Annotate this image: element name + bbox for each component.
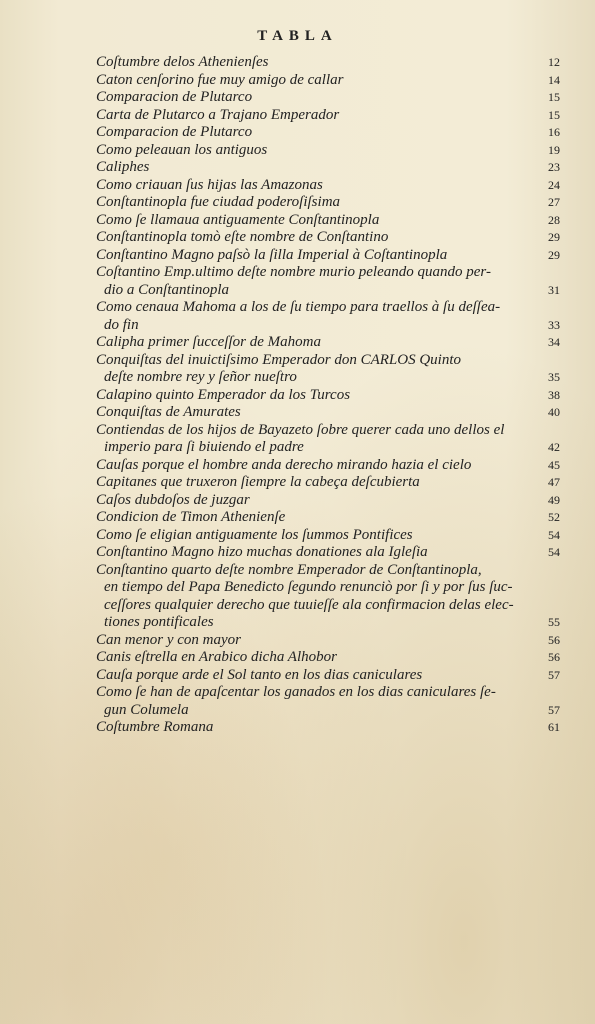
index-entry-line (96, 369, 560, 387)
index-entry-line (96, 492, 560, 510)
entry-text: Capitanes que truxeron ſiempre la cabeça deſcubierta (96, 474, 420, 490)
entry-text: Como peleauan los antiguos (96, 141, 268, 158)
entry-text: Cauſas porque el hombre anda derecho mirando hazia el cielo (96, 456, 472, 473)
index-entry-line (96, 597, 560, 615)
index-entry (96, 527, 560, 545)
index-entry-line (96, 124, 560, 142)
entry-page-number: 33 (548, 317, 560, 332)
index-entry (96, 299, 560, 334)
index-entry (96, 492, 560, 510)
entry-page-number: 38 (548, 387, 560, 402)
entry-text: Can menor y con mayor (96, 631, 241, 648)
index-entry-line (96, 667, 560, 685)
index-entry-line (96, 562, 560, 580)
index-list (96, 54, 560, 737)
index-entry (96, 264, 560, 299)
entry-page-number: 16 (548, 125, 560, 139)
index-entry (96, 194, 560, 212)
index-entry-line (96, 457, 560, 475)
index-entry (96, 684, 560, 719)
entry-text: Conſtantinopla tomò eſte nombre de Conſtantino (96, 229, 389, 245)
entry-page-number: 15 (548, 107, 560, 122)
index-entry-line (96, 107, 560, 125)
entry-text: Caſos dubdoſos de juzgar (96, 491, 250, 508)
entry-page-number: 12 (548, 55, 560, 69)
index-entry-line (96, 299, 560, 317)
entry-text: Calapino quinto Emperador da los Turcos (96, 386, 351, 403)
index-entry (96, 667, 560, 685)
entry-page-number: 56 (548, 632, 560, 647)
index-entry (96, 334, 560, 352)
index-entry (96, 72, 560, 90)
entry-text: gun Columela (104, 701, 189, 718)
entry-text: Conſtantino Magno hizo muchas donationes ala Igleſia (96, 544, 428, 560)
entry-page-number: 29 (548, 247, 560, 262)
entry-page-number: 28 (548, 212, 560, 227)
entry-text: Como cenaua Mahoma a los de ſu tiempo para traellos à ſu deſſea- (96, 299, 501, 315)
entry-page-number: 57 (548, 702, 560, 717)
entry-page-number: 57 (548, 667, 560, 682)
entry-page-number: 34 (548, 335, 560, 349)
entry-text: Comparacion de Plutarco (96, 89, 253, 105)
index-entry-line (96, 247, 560, 265)
index-entry-line (96, 684, 560, 702)
entry-page-number: 49 (548, 492, 560, 507)
entry-text: en tiempo del Papa Benedicto ſegundo renunciò por ſi y por ſus ſuc- (104, 579, 513, 595)
entry-page-number: 54 (548, 527, 560, 542)
entry-text: Condicion de Timon Athenienſe (96, 509, 286, 525)
index-entry-line (96, 212, 560, 230)
index-entry-line (96, 72, 560, 90)
index-entry (96, 632, 560, 650)
index-entry-line (96, 474, 560, 492)
entry-text: Comparacion de Plutarco (96, 124, 253, 140)
index-entry-line (96, 54, 560, 72)
entry-page-number: 61 (548, 720, 560, 734)
index-entry (96, 509, 560, 527)
entry-text: ceſſores qualquier derecho que tuuieſſe ala confirmacion delas elec- (104, 596, 514, 613)
index-entry-line (96, 334, 560, 352)
entry-page-number: 27 (548, 195, 560, 209)
entry-text: Como criauan ſus hijas las Amazonas (96, 176, 323, 193)
entry-page-number: 55 (548, 615, 560, 629)
entry-text: dio a Conſtantinopla (104, 281, 230, 298)
entry-text: Cauſa porque arde el Sol tanto en los dias caniculares (96, 666, 423, 683)
index-entry-line (96, 719, 560, 737)
entry-text: do fin (104, 316, 139, 333)
index-entry (96, 544, 560, 562)
index-entry-line (96, 229, 560, 247)
index-entry-line (96, 649, 560, 667)
index-entry (96, 387, 560, 405)
entry-page-number: 40 (548, 405, 560, 419)
entry-text: Coſtantino Emp.ultimo deſte nombre murio peleando quando per- (96, 264, 491, 280)
index-entry (96, 177, 560, 195)
entry-page-number: 15 (548, 90, 560, 104)
index-entry-line (96, 422, 560, 440)
entry-text: Caliphes (96, 159, 150, 175)
index-entry-line (96, 142, 560, 160)
index-entry-line (96, 632, 560, 650)
index-entry (96, 107, 560, 125)
index-entry (96, 229, 560, 247)
entry-page-number: 29 (548, 230, 560, 244)
index-entry (96, 404, 560, 422)
index-entry-line (96, 387, 560, 405)
index-entry (96, 457, 560, 475)
index-entry (96, 212, 560, 230)
index-entry (96, 719, 560, 737)
index-entry-line (96, 404, 560, 422)
entry-text: Canis eſtrella en Arabico dicha Alhobor (96, 649, 337, 665)
index-entry (96, 124, 560, 142)
entry-page-number: 24 (548, 177, 560, 192)
index-entry-line (96, 527, 560, 545)
entry-text: tiones pontificales (104, 614, 214, 630)
index-entry (96, 89, 560, 107)
entry-text: Conquiſtas del inuictiſsimo Emperador don CARLOS Quinto (96, 351, 462, 368)
index-entry-line (96, 89, 560, 107)
entry-page-number: 35 (548, 370, 560, 384)
entry-text: Conquiſtas de Amurates (96, 404, 241, 420)
entry-text: Calipha primer ſucceſſor de Mahoma (96, 334, 321, 350)
entry-text: Conſtantino quarto deſte nombre Emperador de Conſtantinopla, (96, 561, 482, 578)
entry-page-number: 19 (548, 142, 560, 157)
index-entry (96, 159, 560, 177)
entry-text: Como ſe han de apaſcentar los ganados en los dias caniculares ſe- (96, 684, 496, 700)
entry-text: Contiendas de los hijos de Bayazeto ſobre querer cada uno dellos el (96, 421, 505, 438)
entry-text: Conſtantino Magno paſsò la ſilla Imperial à Coſtantinopla (96, 246, 448, 263)
index-entry (96, 54, 560, 72)
index-entry-line (96, 177, 560, 195)
entry-text: Como ſe llamaua antiguamente Conſtantinopla (96, 211, 380, 228)
index-entry-line (96, 614, 560, 632)
index-entry-line (96, 352, 560, 370)
index-entry-line (96, 544, 560, 562)
entry-page-number: 54 (548, 545, 560, 559)
entry-text: Como ſe eligian antiguamente los ſummos Pontifices (96, 526, 413, 543)
entry-page-number: 31 (548, 282, 560, 297)
index-entry-line (96, 282, 560, 300)
entry-text: Caton cenſorino fue muy amigo de callar (96, 71, 344, 88)
entry-text: imperio para ſi biuiendo el padre (104, 439, 304, 455)
page-title: TABLA (257, 28, 338, 44)
entry-page-number: 56 (548, 650, 560, 664)
index-entry-line (96, 579, 560, 597)
entry-page-number: 42 (548, 440, 560, 454)
entry-page-number: 52 (548, 510, 560, 524)
entry-text: Coſtumbre delos Athenienſes (96, 54, 269, 70)
entry-page-number: 45 (548, 457, 560, 472)
index-entry (96, 422, 560, 457)
index-entry-line (96, 317, 560, 335)
entry-page-number: 23 (548, 160, 560, 174)
index-entry-line (96, 702, 560, 720)
index-entry (96, 562, 560, 632)
index-entry (96, 247, 560, 265)
index-entry (96, 474, 560, 492)
index-entry-line (96, 439, 560, 457)
entry-text: Coſtumbre Romana (96, 719, 214, 735)
index-entry (96, 352, 560, 387)
index-entry (96, 142, 560, 160)
entry-page-number: 14 (548, 72, 560, 87)
entry-text: Conſtantinopla fue ciudad poderoſiſsima (96, 194, 341, 210)
entry-text: Carta de Plutarco a Trajano Emperador (96, 106, 340, 123)
index-entry-line (96, 194, 560, 212)
index-entry-line (96, 509, 560, 527)
entry-page-number: 47 (548, 475, 560, 489)
index-entry (96, 649, 560, 667)
index-entry-line (96, 264, 560, 282)
index-entry-line (96, 159, 560, 177)
entry-text: deſte nombre rey y ſeñor nueſtro (104, 369, 297, 385)
